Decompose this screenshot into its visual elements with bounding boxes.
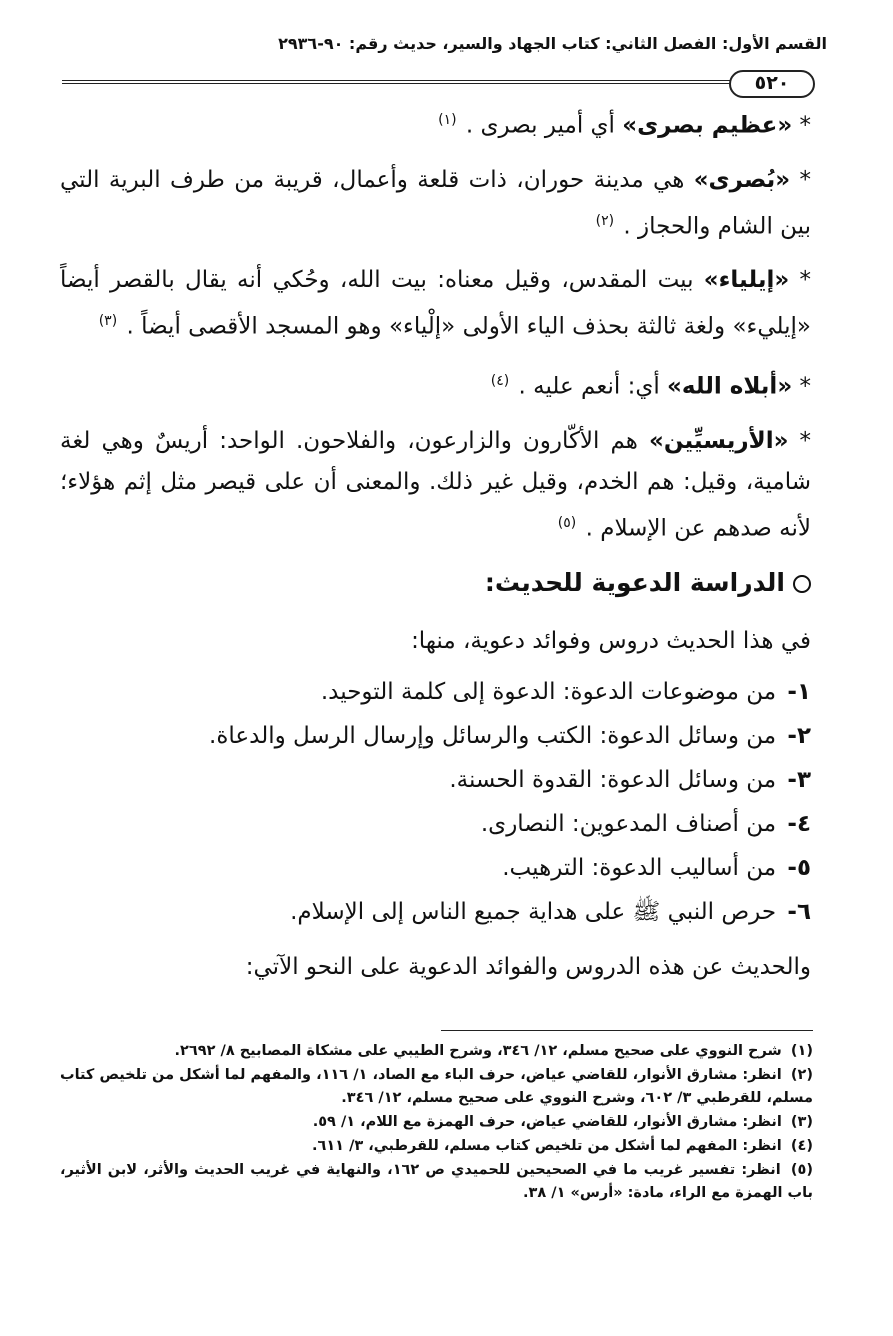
list-item bbox=[60, 848, 811, 889]
gloss-term: «بُصرى» bbox=[693, 166, 791, 193]
footnote-number: (٤) bbox=[790, 1138, 813, 1154]
footnote-text: انظر: مشارق الأنوار، للقاضي عياض، حرف الهمزة مع اللام، ١/ ٥٩. bbox=[312, 1114, 782, 1130]
gloss-text: بيت المقدس، وقيل معناه: بيت الله، وحُكي أنه يقال بالقصر أيضاً «إيليء» ولغة ثالثة بحذف الياء الأولى «إلْياء» وهو المسجد الأقصى أيضاً . bbox=[60, 267, 811, 340]
page-number: ٥٢٠ bbox=[729, 70, 815, 98]
footnote-ref[interactable]: (٥) bbox=[557, 514, 577, 531]
list-item bbox=[60, 760, 811, 801]
gloss-entry bbox=[60, 160, 811, 248]
gloss-entry bbox=[60, 260, 811, 348]
item-text: حرص النبي ﷺ على هداية جميع الناس إلى الإسلام. bbox=[290, 899, 777, 926]
footnote bbox=[60, 1159, 813, 1205]
list-item bbox=[60, 804, 811, 845]
gloss-entry bbox=[60, 421, 811, 550]
list-item bbox=[60, 716, 811, 757]
bullet-star: * bbox=[799, 112, 811, 139]
bullet-star: * bbox=[799, 373, 811, 400]
bullet-star: * bbox=[799, 166, 811, 193]
item-text: من أصناف المدعوين: النصارى. bbox=[480, 811, 777, 838]
footnote-text: انظر: المفهم لما أشكل من تلخيص كتاب مسلم، للقرطبي، ٣/ ٦١١. bbox=[311, 1138, 782, 1154]
item-text: من وسائل الدعوة: الكتب والرسائل وإرسال الرسل والدعاة. bbox=[209, 723, 777, 750]
footnote-text: شرح النووي على صحيح مسلم، ١٢/ ٣٤٦، وشرح الطيبي على مشكاة المصابيح ٨/ ٢٦٩٢. bbox=[174, 1043, 782, 1059]
main-text bbox=[60, 100, 811, 988]
item-text: من موضوعات الدعوة: الدعوة إلى كلمة التوحيد. bbox=[320, 679, 777, 706]
section-intro: في هذا الحديث دروس وفوائد دعوية، منها: bbox=[411, 628, 811, 655]
footnote-number: (١) bbox=[790, 1043, 813, 1059]
header-double-line bbox=[62, 80, 733, 84]
list-item bbox=[60, 672, 811, 713]
item-number: ٣- bbox=[787, 767, 811, 794]
footnote-ref[interactable]: (٣) bbox=[98, 313, 118, 330]
footnote bbox=[60, 1111, 813, 1134]
item-text: من وسائل الدعوة: القدوة الحسنة. bbox=[449, 767, 777, 794]
footnote-number: (٥) bbox=[790, 1162, 813, 1178]
gloss-text: هم الأكّارون والزارعون، والفلاحون. الواحد: أريسٌ وهي لغة شامية، وقيل: هم الخدم، وقيل غير ذلك. والمعنى أن على قيصر مثل إثم هؤلاء؛ لأنه صدهم عن الإسلام . bbox=[60, 427, 811, 542]
footnote bbox=[60, 1064, 813, 1110]
footnote-number: (٣) bbox=[790, 1114, 813, 1130]
circle-bullet-icon bbox=[793, 575, 811, 593]
section-heading bbox=[60, 562, 811, 603]
running-title: القسم الأول: الفصل الثاني: كتاب الجهاد والسير، حديث رقم: ٩٠-٢٩٣٦ bbox=[278, 34, 827, 53]
gloss-text: هي مدينة حوران، ذات قلعة وأعمال، قريبة من طرف البرية التي بين الشام والحجاز . bbox=[60, 166, 811, 240]
footnote-ref[interactable]: (١) bbox=[438, 112, 457, 128]
item-number: ١- bbox=[787, 679, 811, 706]
item-number: ٥- bbox=[787, 855, 811, 882]
gloss-entry bbox=[60, 100, 811, 147]
header-rule bbox=[62, 70, 815, 96]
footnote-separator bbox=[441, 1030, 813, 1031]
footnote-number: (٢) bbox=[790, 1067, 813, 1083]
footnotes bbox=[60, 1040, 813, 1206]
gloss-text: أي: أنعم عليه . bbox=[518, 373, 668, 400]
bullet-star: * bbox=[799, 427, 812, 454]
footnote-ref[interactable]: (٤) bbox=[490, 372, 510, 389]
footnote bbox=[60, 1040, 813, 1063]
section-outro: والحديث عن هذه الدروس والفوائد الدعوية على النحو الآتي: bbox=[245, 954, 811, 981]
bullet-star: * bbox=[799, 267, 812, 294]
section-heading-text: الدراسة الدعوية للحديث: bbox=[484, 568, 785, 598]
item-number: ٤- bbox=[787, 811, 811, 838]
gloss-term: «أبلاه الله» bbox=[667, 373, 793, 400]
item-number: ٢- bbox=[787, 723, 811, 750]
list-item bbox=[60, 892, 811, 933]
footnote-text: انظر: مشارق الأنوار، للقاضي عياض، حرف الباء مع الصاد، ١/ ١١٦، والمفهم لما أشكل من تلخيص كتاب مسلم، للقرطبي ٣/ ٦٠٢، وشرح النووي على صحيح مسلم، ١٢/ ٣٤٦. bbox=[60, 1067, 813, 1106]
footnote-text: انظر: تفسير غريب ما في الصحيحين للحميدي ص ١٦٢، والنهاية في غريب الحديث والأثر، لابن الأثير، باب الهمزة مع الراء، مادة: «أرس» ١/ ٣٨. bbox=[60, 1162, 813, 1201]
gloss-term: «إيلياء» bbox=[703, 267, 790, 294]
gloss-term: «عظيم بصرى» bbox=[622, 112, 793, 139]
gloss-text: أي أمير بصرى . bbox=[465, 112, 623, 139]
footnote-ref[interactable]: (٢) bbox=[595, 212, 615, 229]
gloss-entry bbox=[60, 361, 811, 408]
lessons-list bbox=[60, 672, 811, 933]
item-number: ٦- bbox=[787, 899, 811, 926]
item-text: من أساليب الدعوة: الترهيب. bbox=[502, 855, 777, 882]
footnote bbox=[60, 1135, 813, 1158]
gloss-term: «الأريسيِّين» bbox=[648, 427, 789, 454]
